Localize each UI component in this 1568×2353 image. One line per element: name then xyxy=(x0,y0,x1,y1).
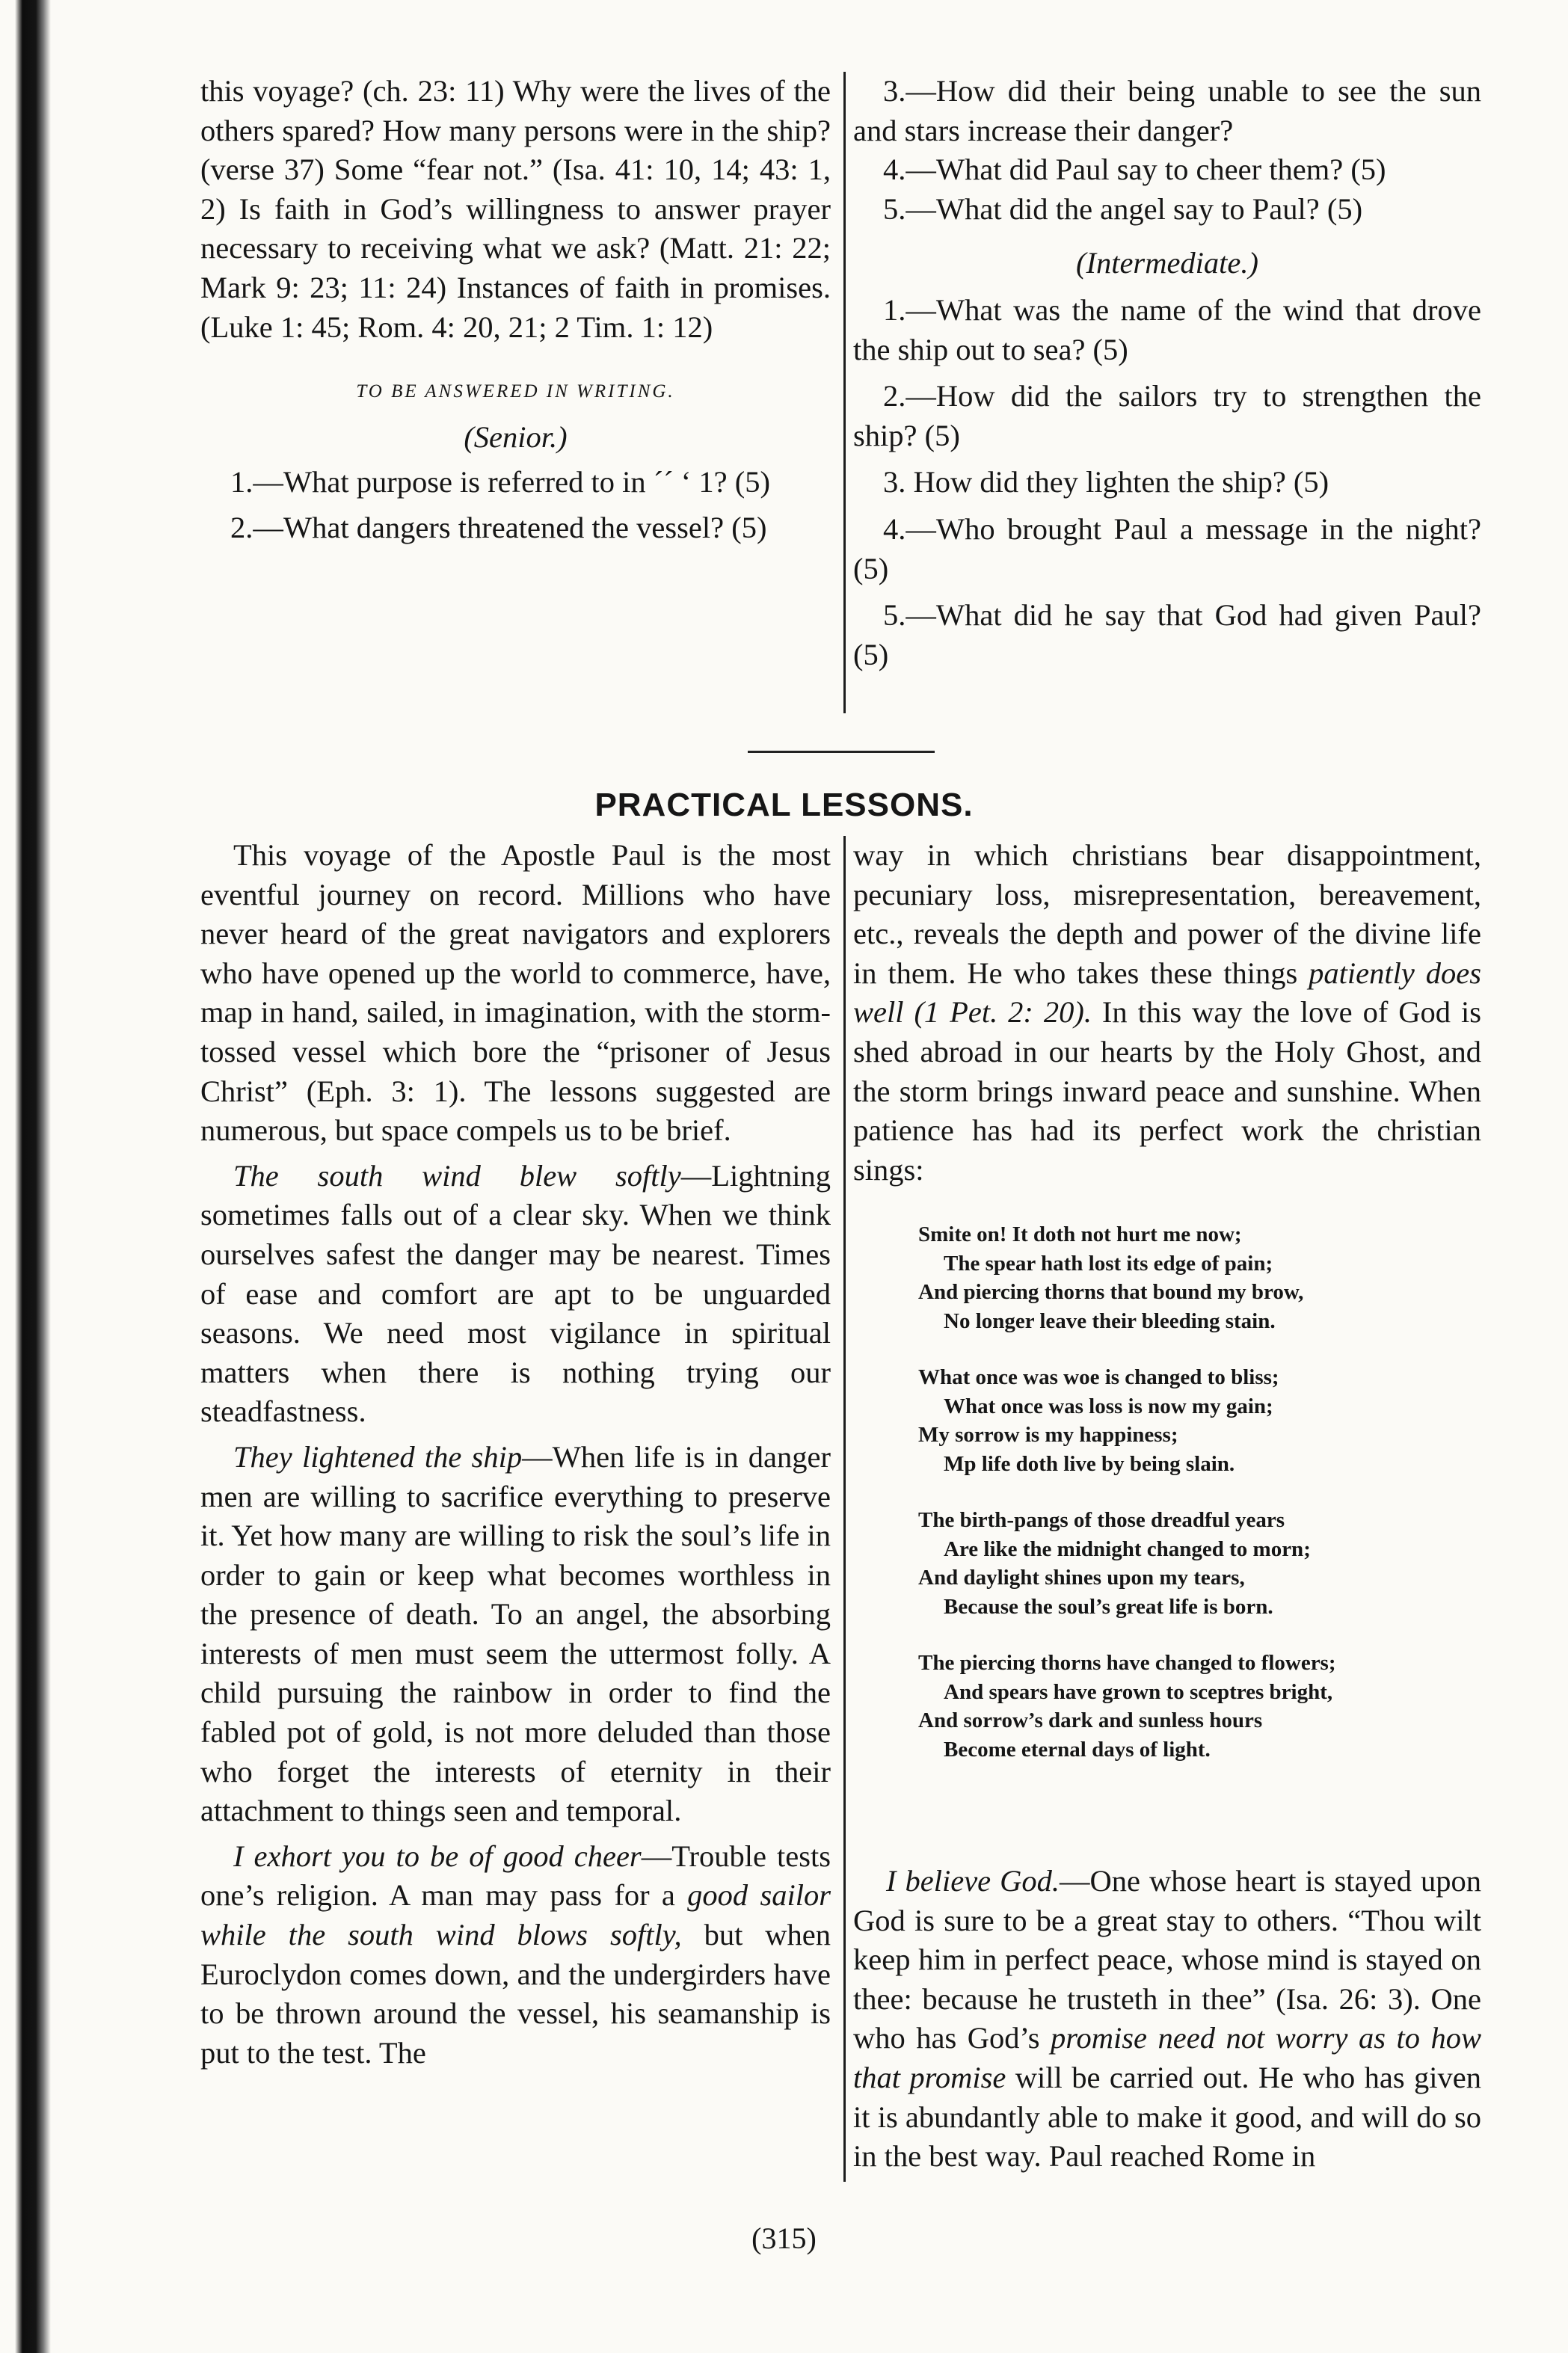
intermediate-question-3: 3. How did they lighten the ship? (5) xyxy=(883,465,1329,499)
intermediate-heading: (Intermediate.) xyxy=(1075,246,1259,280)
senior-question-2: 2.—What dangers threatened the vessel? (5) xyxy=(230,510,767,544)
intermediate-question-2: 2.—How did the sailors try to strengthen the ship? (5) xyxy=(853,379,1481,452)
top-right-column xyxy=(853,72,1481,674)
poem-stanza: The birth-pangs of those dreadful years Are like the midnight changed to morn; And daylight shines upon my tears, Because the soul’s great life is born. xyxy=(918,1508,1311,1619)
lessons-right-column-top xyxy=(853,836,1481,1190)
lessons-right-column-bottom xyxy=(853,1862,1481,2177)
lesson-patience: way in which christians bear disappointment, pecuniary loss, misrepresentation, bereavement, etc., reveals the depth and power of the divine life in them. He who takes these things patiently does well (1 Pet. 2: 20). In this way the love of God is shed abroad in our hearts by the Holy Ghost, and the storm brings inward peace and sunshine. When patience has had its perfect work the christian sings: xyxy=(853,838,1481,1187)
poem xyxy=(918,1220,1516,1791)
senior-heading: (Senior.) xyxy=(464,419,568,454)
senior-question-1: 1.—What purpose is referred to in ´´ ‘ 1? (5) xyxy=(230,465,770,499)
bottom-column-divider xyxy=(843,836,846,2182)
writing-heading: TO BE ANSWERED IN WRITING. xyxy=(356,381,675,402)
intermediate-question-4: 4.—Who brought Paul a message in the night? (5) xyxy=(853,511,1481,585)
lessons-left-column xyxy=(200,836,831,2073)
lesson-intro: This voyage of the Apostle Paul is the most eventful journey on record. Millions who have never heard of the great navigators and explorers who have opened up the world to commerce, have, map in hand, sailed, in imagination, with the storm-tossed vessel which bore the “prisoner of Jesus Christ” (Eph. 3: 1). The lessons suggested are numerous, but space compels us to be brief. xyxy=(200,838,831,1148)
intermediate-question-5: 5.—What did he say that God had given Paul? (5) xyxy=(853,598,1481,671)
section-title: PRACTICAL LESSONS. xyxy=(594,787,974,823)
poem-stanza: Smite on! It doth not hurt me now; The spear hath lost its edge of pain; And piercing thorns that bound my brow, No longer leave their bleeding stain. xyxy=(918,1222,1304,1333)
section-rule xyxy=(748,751,935,753)
lesson-lightened-ship: They lightened the ship—When life is in danger men are willing to sacrifice everything to preserve it. Yet how many are willing to risk the soul’s life in order to gain or keep what becomes worthless in the presence of death. To an angel, the absorbing interests of men must seem the uttermost folly. A child pursuing the rainbow in order to find the fabled pot of gold, is not more deluded than those who forget the interests of eternity in their attachment to things seen and temporal. xyxy=(200,1439,831,1828)
senior-question-5: 5.—What did the angel say to Paul? (5) xyxy=(883,191,1363,226)
page-binding-edge xyxy=(0,0,51,2353)
poem-stanza: What once was woe is changed to bliss; What once was loss is now my gain; My sorrow is my happiness; Mp life doth live by being slain. xyxy=(918,1365,1279,1476)
lesson-lead: They lightened the ship xyxy=(233,1439,523,1474)
lesson-lead: The south wind blew softly xyxy=(233,1158,681,1193)
lesson-lead: I believe God. xyxy=(886,1864,1060,1898)
top-left-column xyxy=(200,72,831,548)
lesson-believe-god: I believe God.—One whose heart is stayed upon God is sure to be a great stay to others. “Thou wilt keep him in perfect peace, whose mind is stayed on thee: because he trusteth in thee” (Isa. 26: 3). One who has God’s promise need not worry as to how that promise will be carried out. He who has given it is abundantly able to make it good, and will do so in the best way. Paul reached Rome in xyxy=(853,1864,1482,2174)
senior-question-4: 4.—What did Paul say to cheer them? (5) xyxy=(883,153,1386,187)
senior-question-3: 3.—How did their being unable to see the sun and stars increase their danger? xyxy=(853,74,1481,147)
lesson-south-wind: The south wind blew softly—Lightning sometimes falls out of a clear sky. When we think ourselves safest the danger may be nearest. Times of ease and comfort are apt to be unguarded seasons. We need most vigilance in spiritual matters when there is nothing trying our steadfastness. xyxy=(200,1158,831,1429)
intermediate-question-1: 1.—What was the name of the wind that drove the ship out to sea? (5) xyxy=(853,292,1481,366)
page-number: (315) xyxy=(751,2221,817,2255)
lesson-good-cheer: I exhort you to be of good cheer—Trouble tests one’s religion. A man may pass for a good sailor while the south wind blows softly, but when Euroclydon comes down, and the undergirders have to be thrown around the vessel, his seamanship is put to the test. The xyxy=(200,1839,831,2070)
lesson-lead: I exhort you to be of good cheer xyxy=(233,1839,642,1873)
top-column-divider xyxy=(843,72,846,713)
continued-paragraph: this voyage? (ch. 23: 11) Why were the lives of the others spared? How many persons were in the ship? (verse 37) Some “fear not.” (Isa. 41: 10, 14; 43: 1, 2) Is faith in God’s willingness to answer prayer necessary to receiving what we ask? (Matt. 21: 22; Mark 9: 23; 11: 24) Instances of faith in promises. (Luke 1: 45; Rom. 4: 20, 21; 2 Tim. 1: 12) xyxy=(200,74,831,344)
poem-stanza: The piercing thorns have changed to flowers; And spears have grown to sceptres bright, And sorrow’s dark and sunless hours Become eternal days of light. xyxy=(918,1651,1336,1762)
